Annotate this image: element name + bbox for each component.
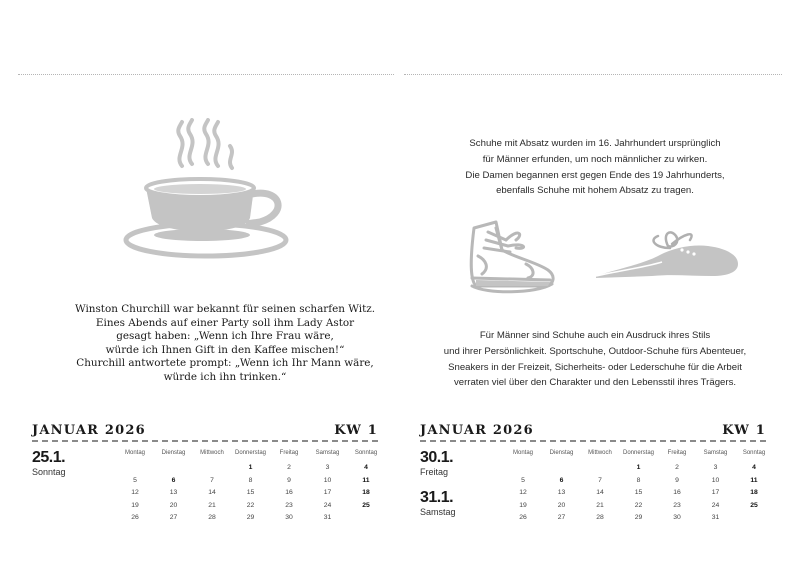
weekday-column: [581, 448, 619, 525]
day-name: Sonntag: [32, 467, 66, 477]
weekday-label: Samstag: [315, 450, 340, 456]
paragraph-line: und ihrer Persönlichkeit. Sportschuhe, Outdoor-Schuhe fürs Abenteuer,: [443, 345, 747, 357]
top-rule-left: [18, 74, 394, 75]
day-cell: [155, 462, 193, 475]
day-cell: 20: [169, 501, 178, 509]
day-cell: [193, 462, 231, 475]
day-cell: 14: [596, 489, 604, 496]
weekday-label: Freitag: [667, 450, 687, 456]
calendar-header: [420, 420, 766, 440]
weekday-column: [543, 448, 581, 525]
day-cell: 13: [557, 489, 566, 496]
day-cell: 9: [287, 476, 291, 484]
calendar-rule: [32, 440, 378, 442]
day-cell: 4: [752, 464, 756, 471]
day-cell: 26: [519, 514, 527, 521]
calendar-header: [32, 420, 378, 440]
top-rule-right: [404, 74, 782, 75]
day-cell: 11: [750, 476, 758, 484]
day-cell: 15: [634, 489, 643, 496]
weekday-label: Dienstag: [161, 450, 186, 456]
week-number: KW 1: [334, 423, 378, 438]
weekday-column: [270, 448, 308, 525]
day-cell: 4: [364, 464, 368, 471]
coffee-cup-icon: [120, 118, 290, 263]
shoe-history-paragraph: [420, 136, 770, 199]
calendar-left: [32, 420, 378, 520]
day-cell: 3: [713, 464, 718, 471]
day-cell: 22: [246, 501, 255, 509]
day-cell: 3: [325, 464, 330, 471]
weekday-column: [193, 448, 231, 525]
paragraph-line: Für Männer sind Schuhe auch ein Ausdruck ihres Stils: [479, 330, 711, 341]
weekday-label: Sonntag: [354, 450, 378, 456]
quote-line: würde ich ihn trinken.“: [163, 370, 287, 383]
day-cell: 22: [634, 501, 643, 509]
day-cell: 13: [169, 489, 178, 496]
day-cell: 29: [246, 514, 255, 521]
day-cell: [735, 512, 773, 525]
day-cell: 25: [362, 501, 370, 509]
day-cell: 10: [711, 476, 720, 484]
day-date: 25.1.: [32, 449, 66, 466]
day-cell: [347, 512, 385, 525]
day-cell: 6: [559, 476, 564, 484]
day-cell: 12: [131, 489, 139, 496]
day-date: 30.1.: [420, 449, 454, 466]
day-cell: 23: [673, 501, 681, 509]
day-cell: 9: [675, 476, 679, 484]
weekday-column: [504, 448, 542, 525]
quote-line: Churchill antwortete prompt: „Wenn ich Ihr Mann wäre,: [76, 357, 374, 370]
day-date: 31.1.: [420, 489, 454, 506]
day-cell: [116, 462, 154, 475]
paragraph-line: für Männer erfunden, um noch männlicher zu wirken.: [482, 153, 708, 165]
day-cell: 20: [557, 501, 566, 509]
day-cell: 24: [711, 501, 720, 509]
day-cell: 30: [285, 514, 293, 521]
weekday-column: [735, 448, 773, 525]
day-cell: 18: [750, 489, 758, 496]
day-cell: 27: [557, 514, 566, 521]
day-cell: [543, 462, 581, 475]
day-cell: 29: [634, 514, 643, 521]
day-cell: 28: [596, 514, 604, 521]
quote-line: gesagt haben: „Wenn ich Ihre Frau wäre,: [116, 330, 334, 343]
quote-line: Eines Abends auf einer Party soll ihm Lady Astor: [95, 316, 355, 329]
day-cell: 17: [323, 489, 332, 496]
weekday-column: [155, 448, 193, 525]
day-cell: 24: [323, 501, 332, 509]
weekday-column: [116, 448, 154, 525]
weekday-label: Montag: [512, 450, 533, 456]
paragraph-line: ebenfalls Schuhe mit hohem Absatz zu tragen.: [496, 185, 694, 197]
day-cell: 8: [636, 476, 641, 484]
day-cell: 30: [673, 514, 681, 521]
day-cell: 11: [362, 476, 370, 484]
calendar-rule: [420, 440, 766, 442]
paragraph-line: Schuhe mit Absatz wurden im 16. Jahrhundert ursprünglich: [469, 138, 721, 149]
day-cell: 23: [285, 501, 293, 509]
paragraph-line: Die Damen begannen erst gegen Ende des 19 Jahrhunderts,: [465, 169, 725, 181]
day-cell: 15: [246, 489, 255, 496]
day-cell: 16: [673, 489, 681, 496]
weekday-label: Dienstag: [549, 450, 574, 456]
paragraph-line: verraten viel über den Charakter und den Lebensstil ihres Trägers.: [453, 377, 737, 389]
day-cell: 31: [711, 514, 720, 521]
day-cell: 6: [171, 476, 176, 484]
churchill-quote: [40, 303, 410, 385]
day-cell: 19: [519, 501, 527, 509]
weekday-label: Freitag: [279, 450, 299, 456]
weekday-column: [658, 448, 696, 525]
calendar-right: [420, 420, 766, 520]
weekday-label: Samstag: [703, 450, 728, 456]
week-number: KW 1: [722, 423, 766, 438]
day-cell: 28: [208, 514, 216, 521]
day-cell: 5: [133, 476, 137, 484]
day-cell: [504, 462, 542, 475]
day-cell: 27: [169, 514, 178, 521]
day-cell: 12: [519, 489, 527, 496]
quote-line: würde ich Ihnen Gift in den Kaffee mischen!“: [105, 343, 345, 356]
paragraph-line: Sneakers in der Freizeit, Sicherheits- oder Lederschuhe für die Arbeit: [448, 361, 742, 373]
day-cell: 7: [210, 476, 214, 484]
quote-line: Winston Churchill war bekannt für seinen scharfen Witz.: [74, 303, 376, 315]
weekday-label: Mittwoch: [588, 450, 612, 456]
day-cell: 1: [248, 464, 253, 471]
day-name: Samstag: [420, 507, 456, 517]
day-cell: 19: [131, 501, 139, 509]
month-title: JANUAR 2026: [32, 423, 146, 438]
day-cell: 2: [287, 464, 291, 471]
day-cell: 2: [675, 464, 679, 471]
day-cell: 5: [521, 476, 525, 484]
weekday-column: [232, 448, 270, 525]
day-cell: 25: [750, 501, 758, 509]
weekday-label: Montag: [124, 450, 145, 456]
day-cell: 17: [711, 489, 720, 496]
day-cell: 18: [362, 489, 370, 496]
weekday-column: [347, 448, 385, 525]
weekday-label: Donnerstag: [234, 450, 267, 456]
month-title: JANUAR 2026: [420, 423, 534, 438]
day-cell: 14: [208, 489, 216, 496]
weekday-label: Sonntag: [742, 450, 766, 456]
day-cell: 21: [596, 501, 604, 509]
day-name: Freitag: [420, 467, 449, 477]
day-cell: 7: [598, 476, 602, 484]
day-cell: 21: [208, 501, 216, 509]
weekday-column: [620, 448, 658, 525]
day-cell: 31: [323, 514, 332, 521]
dress-shoe-icon: [592, 226, 742, 282]
weekday-label: Donnerstag: [622, 450, 655, 456]
day-cell: [581, 462, 619, 475]
weekday-label: Mittwoch: [200, 450, 224, 456]
day-cell: 16: [285, 489, 293, 496]
shoe-style-paragraph: [405, 328, 785, 391]
day-cell: 8: [248, 476, 253, 484]
day-cell: 10: [323, 476, 332, 484]
sneaker-icon: [466, 220, 558, 296]
day-cell: 1: [636, 464, 641, 471]
day-cell: 26: [131, 514, 139, 521]
weekday-column: [309, 448, 347, 525]
weekday-column: [697, 448, 735, 525]
